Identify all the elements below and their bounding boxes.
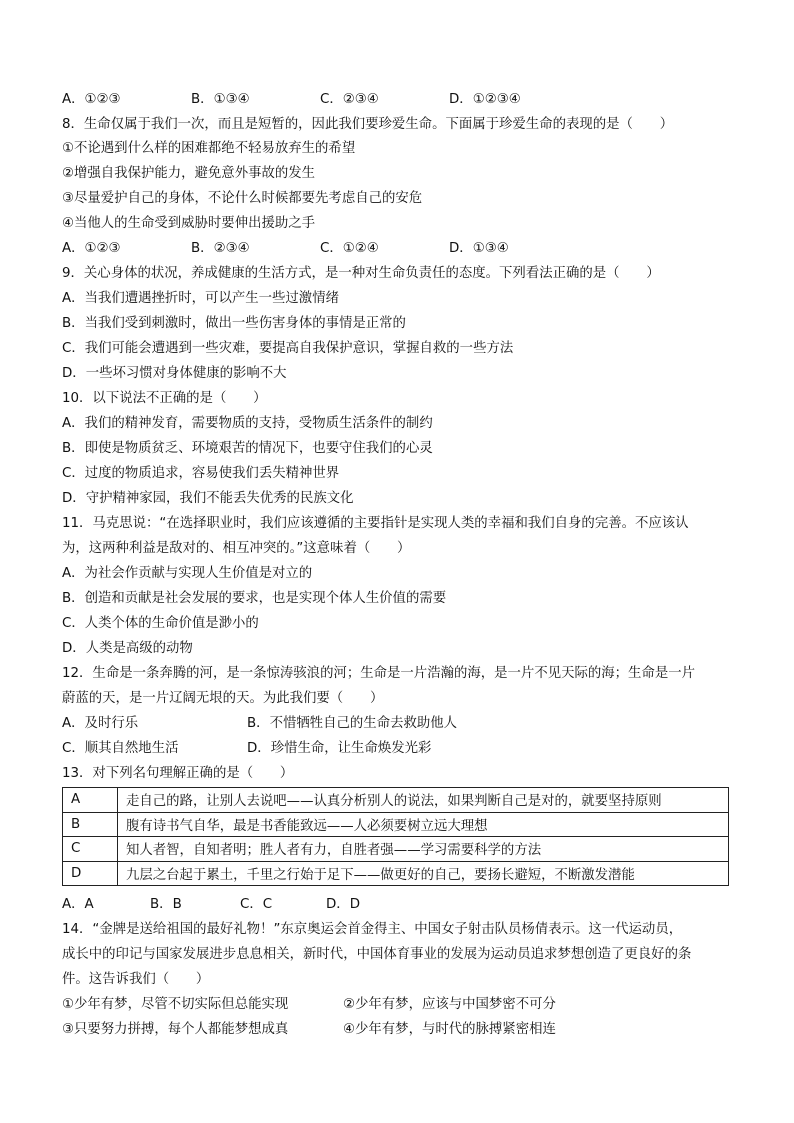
q14-items-row-2	[62, 1021, 662, 1039]
q8-option-b[interactable]: B．②③④	[191, 241, 250, 256]
q14-item-4: ④少年有梦，与时代的脉搏紧密相连	[343, 1022, 556, 1037]
q14-stem-line-2: 成长中的印记与国家发展进步息息相关，新时代，中国体育事业的发展为运动员追求梦想创造了更良好的条	[62, 947, 692, 962]
q13-option-a[interactable]: A．A	[62, 897, 94, 912]
q14-item-2: ②少年有梦，应该与中国梦密不可分	[343, 997, 556, 1012]
q9-stem: 9．关心身体的状况，养成健康的生活方式，是一种对生命负责任的态度。下列看法正确的是（ ）	[62, 266, 660, 281]
q14-item-3: ③只要努力拼搏，每个人都能梦想成真	[62, 1022, 289, 1037]
q11-option-d[interactable]: D．人类是高级的动物	[62, 641, 193, 656]
q11-option-a[interactable]: A．为社会作贡献与实现人生价值是对立的	[62, 566, 313, 581]
table-row	[63, 812, 729, 837]
q13-options	[62, 896, 662, 914]
q13-table	[62, 787, 729, 886]
q13-row-d-text: 九层之台起于累土，千里之行始于足下——做更好的自己，要扬长避短，不断激发潜能	[118, 861, 729, 886]
q12-options-row-1	[62, 715, 662, 733]
q13-row-b-key: B	[63, 812, 118, 837]
q8-options	[62, 240, 662, 258]
q9-option-c[interactable]: C．我们可能会遭遇到一些灾难，要提高自我保护意识，掌握自救的一些方法	[62, 341, 514, 356]
table-row	[63, 837, 729, 862]
q12-stem-line-1: 12．生命是一条奔腾的河，是一条惊涛骇浪的河；生命是一片浩瀚的海，是一片不见天际的海；生命是一片	[62, 666, 696, 681]
q13-option-d[interactable]: D．D	[326, 897, 361, 912]
q12-option-b[interactable]: B．不惜牺牲自己的生命去救助他人	[247, 716, 458, 731]
q14-stem-line-3: 件。这告诉我们（ ）	[62, 972, 210, 987]
q8-option-d[interactable]: D．①③④	[449, 241, 509, 256]
q7-option-c[interactable]: C．②③④	[320, 92, 379, 107]
q8-item-1: ①不论遇到什么样的困难都绝不轻易放弃生的希望	[62, 141, 356, 156]
table-row	[63, 861, 729, 886]
q10-option-b[interactable]: B．即使是物质贫乏、环境艰苦的情况下，也要守住我们的心灵	[62, 441, 433, 456]
q11-option-b[interactable]: B．创造和贡献是社会发展的要求，也是实现个体人生价值的需要	[62, 591, 447, 606]
q8-option-c[interactable]: C．①②④	[320, 241, 379, 256]
q13-row-a-key: A	[63, 788, 118, 813]
q8-item-2: ②增强自我保护能力，避免意外事故的发生	[62, 166, 316, 181]
q13-stem: 13．对下列名句理解正确的是（ ）	[62, 766, 294, 781]
q8-option-a[interactable]: A．①②③	[62, 241, 121, 256]
q7-options	[62, 91, 662, 109]
q9-option-b[interactable]: B．当我们受到刺激时，做出一些伤害身体的事情是正常的	[62, 316, 406, 331]
q14-stem-line-1: 14．“金牌是送给祖国的最好礼物！”东京奥运会首金得主、中国女子射击队员杨倩表示。这一代运动员，	[62, 922, 683, 937]
q11-stem-line-2: 为，这两种利益是敌对的、相互冲突的。”这意味着（ ）	[62, 541, 411, 556]
q8-stem: 8．生命仅属于我们一次，而且是短暂的，因此我们要珍爱生命。下面属于珍爱生命的表现的是（ ）	[62, 117, 674, 132]
q13-row-c-text: 知人者智，自知者明；胜人者有力，自胜者强——学习需要科学的方法	[118, 837, 729, 862]
q10-option-a[interactable]: A．我们的精神发育，需要物质的支持，受物质生活条件的制约	[62, 416, 433, 431]
q10-option-c[interactable]: C．过度的物质追求，容易使我们丢失精神世界	[62, 466, 340, 481]
q12-stem-line-2: 蔚蓝的天，是一片辽阔无垠的天。为此我们要（ ）	[62, 691, 384, 706]
q12-options-row-2	[62, 740, 662, 758]
q10-option-d[interactable]: D．守护精神家园，我们不能丢失优秀的民族文化	[62, 491, 354, 506]
q13-row-a-text: 走自己的路，让别人去说吧——认真分析别人的说法，如果判断自己是对的，就要坚持原则	[118, 788, 729, 813]
q13-row-d-key: D	[63, 861, 118, 886]
q13-option-c[interactable]: C．C	[240, 897, 273, 912]
q8-item-4: ④当他人的生命受到威胁时要伸出援助之手	[62, 216, 316, 231]
q12-option-d[interactable]: D．珍惜生命，让生命焕发光彩	[247, 741, 432, 756]
q13-option-b[interactable]: B．B	[150, 897, 182, 912]
q9-option-d[interactable]: D．一些坏习惯对身体健康的影响不大	[62, 366, 287, 381]
q14-items-row-1	[62, 996, 662, 1014]
q7-option-a[interactable]: A．①②③	[62, 92, 121, 107]
q9-option-a[interactable]: A．当我们遭遇挫折时，可以产生一些过激情绪	[62, 291, 339, 306]
q7-option-b[interactable]: B．①③④	[191, 92, 250, 107]
q12-option-c[interactable]: C．顺其自然地生活	[62, 741, 179, 756]
q14-item-1: ①少年有梦，尽管不切实际但总能实现	[62, 997, 289, 1012]
q12-option-a[interactable]: A．及时行乐	[62, 716, 139, 731]
q13-row-c-key: C	[63, 837, 118, 862]
q10-stem: 10．以下说法不正确的是（ ）	[62, 391, 267, 406]
q7-option-d[interactable]: D．①②③④	[449, 92, 521, 107]
table-row	[63, 788, 729, 813]
q11-stem-line-1: 11．马克思说：“在选择职业时，我们应该遵循的主要指针是实现人类的幸福和我们自身的完善。不应该认	[62, 516, 689, 531]
q8-item-3: ③尽量爱护自己的身体，不论什么时候都要先考虑自己的安危	[62, 191, 423, 206]
q13-row-b-text: 腹有诗书气自华，最是书香能致远——人必须要树立远大理想	[118, 812, 729, 837]
q11-option-c[interactable]: C．人类个体的生命价值是渺小的	[62, 616, 259, 631]
